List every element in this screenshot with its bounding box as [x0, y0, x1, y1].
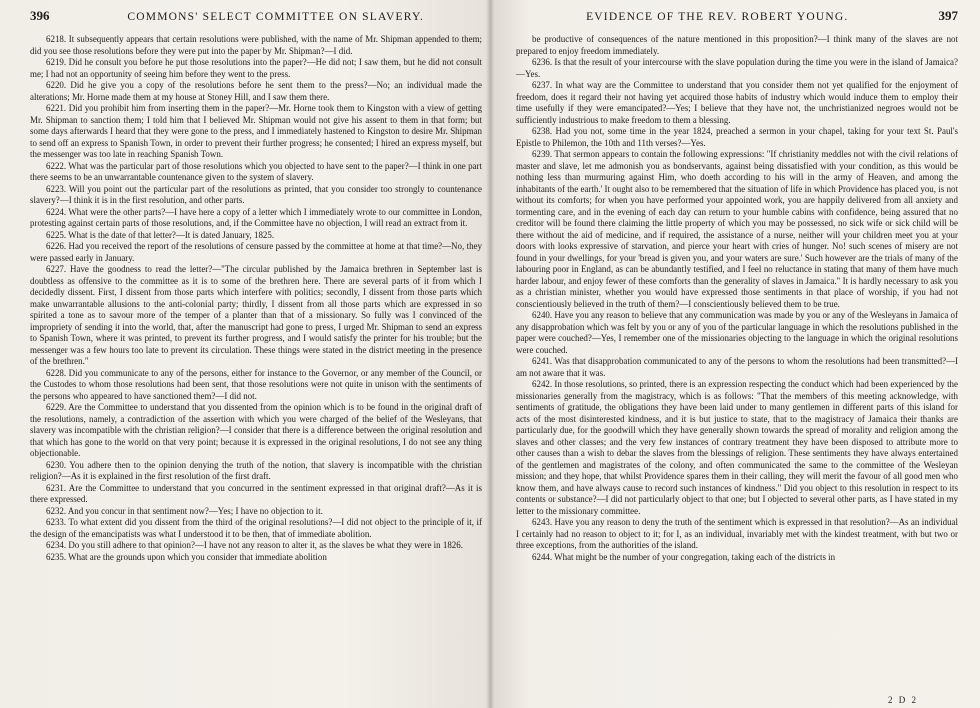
- paragraph: 6222. What was the particular part of those resolutions which you objected to have sent to the paper?—I think in one part there seems to be an unwarrantable countenance given to the system of slavery.: [30, 160, 482, 182]
- right-page: [490, 0, 980, 708]
- paragraph: 6237. In what way are the Committee to understand that you consider them not yet qualified for the enjoyment of freedom, does it regard their not having yet acquired those habits of industry which would induce them to employ their time usefully if they were emancipated?—Yes; I believe that they have not, the unchristianized negroes would not be sufficiently industrious to make freedom to them a blessing.: [516, 80, 958, 125]
- paragraph: 6223. Will you point out the particular part of the resolutions as printed, that you consider too strongly to countenance slavery?—I think it is in the first resolution, and other parts.: [30, 183, 482, 205]
- paragraph: 6234. Do you still adhere to that opinion?—I have not any reason to alter it, as the slaves be what they were in 1826.: [46, 540, 463, 550]
- paragraph: 6240. Have you any reason to believe that any communication was made by you or any of the Wesleyans in Jamaica of any disapprobation which was felt by you or any of you of the particular language in which the resolutions published in the paper were couched?—Yes, I remember one of the missionaries objecting to the language in which the original resolutions were couched.: [516, 310, 958, 355]
- paragraph: 6242. In those resolutions, so printed, there is an expression respecting the conduct which had been experienced by the missionaries generally from the magistracy, which is as follows: "That the members of this meeting acknowledge, with sentiments of gratitude, the obligations they have been laid under to many gentlemen in different parts of this island for acts of the most disinterested kindness, and it is but justice to state, that to the magistracy of Jamaica their thanks are particularly due, for the goodwill which they have generally shown towards the spread of morality and religion among the slaves and other classes; and the very few instances of contrary treatment they have been disposed to attribute more to other causes than a wish to debar the slaves from the blessings of religion. These sentiments they have always entertained of the gentlemen and magistrates of the colony, and often communicated the same to the committee of the Wesleyan mission; and they hope, that whilst Providence spares them in their calling, they will merit the favour of all good men who know them, and have always cause to record such instances of kindness." Did you object to this resolution in respect to its contents or substance?—I did not particularly object to that one; but I objected to several other parts, as I have stated in my letter to the missionary committee.: [516, 379, 958, 516]
- paragraph: 6221. Did you prohibit him from inserting them in the paper?—Mr. Horne took them to Kingston with a view of getting Mr. Shipman to sanction them; I told him that I believed Mr. Shipman would not give his assent to them in that form; but some days afterwards I heard that they were gone to the press, and I immediately hastened to Kingston to desire Mr. Shipman to send off an express to Spanish Town, in order to prevent their further progress; he consented; I hired an express myself, but the messenger was too late in reaching Spanish Town.: [30, 103, 482, 159]
- paragraph: 6231. Are the Committee to understand that you concurred in the sentiment expressed in that original draft?—As it is there expressed.: [30, 482, 482, 504]
- paragraph: 6244. What might be the number of your congregation, taking each of the districts in: [532, 551, 836, 562]
- page-number: 396: [30, 8, 50, 23]
- paragraph: 6224. What were the other parts?—I have here a copy of a letter which I immediately wrote to our committee in London, protesting against certain parts of those resolutions, and, if the Committee have no objection, I will read an extract from it.: [30, 206, 482, 228]
- paragraph: 6225. What is the date of that letter?—It is dated January, 1825.: [46, 229, 275, 240]
- paragraph: 6233. To what extent did you dissent from the third of the original resolutions?—I did not object to the principle of it, if the design of the emancipatists was what I understood it to be then, that of immediate abolition.: [30, 517, 482, 539]
- paragraph: 6236. Is that the result of your intercourse with the slave population during the time you were in the island of Jamaica?—Yes.: [516, 57, 958, 79]
- signature-mark: 2 D 2: [888, 695, 918, 705]
- running-title: COMMONS' SELECT COMMITTEE ON SLAVERY.: [127, 11, 425, 23]
- paragraph: 6235. What are the grounds upon which you consider that immediate abolition: [46, 551, 327, 562]
- paragraph: 6226. Had you received the report of the resolutions of censure passed by the committee at home at that time?—No, they were passed early in January.: [30, 241, 482, 263]
- book-gutter: [486, 0, 494, 708]
- paragraph: 6227. Have the goodness to read the letter?—"The circular published by the Jamaica brethren in September last is doubtless as offensive to the committee as it is to some of the brethren here. There are several parts of it from which I decidedly dissent. First, I dissent from those parts which interfere with politics; secondly, I dissent from those parts which make unwarrantable allusions to the anti-colonial party; thirdly, I dissent from all those parts which are expressed in so spirited a tone as to savour more of the temper of a planter than that of a missionary. So fully was I convinced of the impropriety of sending it into the world, that, after the manuscript had gone to press, I urged Mr. Shipman to send an express to Spanish Town, where it was printed, to prevent its further progress, and I would satisfy the printer for his trouble; but the messenger was a few hours too late to prevent its circulation. These things were stated in the district meeting in the presence of the brethren.": [30, 264, 482, 366]
- paragraph: 6218. It subsequently appears that certain resolutions were published, with the name of Mr. Shipman appended to them; did you see those resolutions before they were put into the paper by Mr. Shipman?—I did.: [30, 34, 482, 56]
- right-page-body: [516, 34, 958, 563]
- paragraph: 6220. Did he give you a copy of the resolutions before he sent them to the press?—No; an individual made the alterations; Mr. Horne made them at my house at Stoney Hill, and I saw them there.: [30, 80, 482, 102]
- paragraph: be productive of consequences of the nature mentioned in this proposition?—I think many of the slaves are not prepared to enjoy freedom immediately.: [516, 34, 958, 56]
- paragraph: 6219. Did he consult you before he put those resolutions into the paper?—He did not; I saw them, but he did not consult me; I had not an opportunity of seeing him before they went to the press.: [30, 57, 482, 79]
- paragraph: 6230. You adhere then to the opinion denying the truth of the notion, that slavery is incompatible with the christian religion?—As it is explained in the first resolution of the first draft.: [30, 459, 482, 481]
- paragraph: 6232. And you concur in that sentiment now?—Yes; I have no objection to it.: [46, 505, 323, 516]
- paragraph: 6241. Was that disapprobation communicated to any of the persons to whom the resolutions had been transmitted?—I am not aware that it was.: [516, 356, 958, 378]
- paragraph: 6228. Did you communicate to any of the persons, either for instance to the Governor, or any member of the Council, or the Custodes to whom those resolutions had been sent, that those resolutions were not quite in unison with the sentiments of the persons who appeared to have sanctioned them?—I did not.: [30, 367, 482, 401]
- right-page-header: [516, 8, 958, 34]
- page-number: 397: [938, 8, 958, 23]
- paragraph: 6229. Are the Committee to understand that you dissented from the opinion which is to be found in the original draft of the resolutions, namely, a contradiction of the assertion with which you were charged of the belief of the Wesleyans, that slavery was incompatible with the christian religion?—I consider that there is a difference between the original resolution and that which has gone to the world on that very point; because it is expressed in the original resolutions, I do not see any thing objectionable.: [30, 402, 482, 458]
- paragraph: 6243. Have you any reason to deny the truth of the sentiment which is expressed in that resolution?—As an individual I certainly had no reason to object to it; for I, as an individual, invariably met with the kindest treatment, with but two or three exceptions, from the authorities of the island.: [516, 517, 958, 550]
- paragraph: 6239. That sermon appears to contain the following expressions: "If christianity meddles not with the civil relations of master and slave, let me admonish you as bondservants, against being dissatisfied with your condition, as this would be nothing less than murmuring against Him, who doeth according to his will in the army of Heaven, and among the inhabitants of the earth.' It ought also to be remembered that the situation of life in which Providence has placed you, is not without its comforts; for when you have performed your appointed work, you are happily delivered from all anxiety and tormenting care, and in the evening of each day can return to your humble cabins with confidence, being assured that no creditor will be found there claiming the little property of which you may be possessed, no sick wife or sick child will be there without the aid of medicine, and if required, the assistance of a nurse, neither will your children meet you at your doors with looks expressive of starvation, and pierce your heart with cries of hunger. No! such scenes of misery are not found in your dwellings, for your 'bread is given you, and your waters are sure.' Such however are the trials of many of the labouring poor in England, as can be abundantly testified, and I feel no reluctance in stating that many of them have much harder labour, and enjoy fewer of these comforts than the generality of slaves in Jamaica." It is hardly necessary to ask you as a christian minister, whether you would have expressed those sentiments in that place of worship, if you had not conscientiously believed in the truth of them?—I conscientiously believed them to be true.: [516, 149, 958, 309]
- left-page-body: [30, 34, 482, 563]
- paragraph: 6238. Had you not, some time in the year 1824, preached a sermon in your chapel, taking for your text St. Paul's Epistle to Philemon, the 10th and 11th verses?—Yes.: [516, 126, 958, 148]
- running-title: EVIDENCE OF THE REV. ROBERT YOUNG.: [586, 11, 849, 23]
- left-page-header: [30, 8, 482, 34]
